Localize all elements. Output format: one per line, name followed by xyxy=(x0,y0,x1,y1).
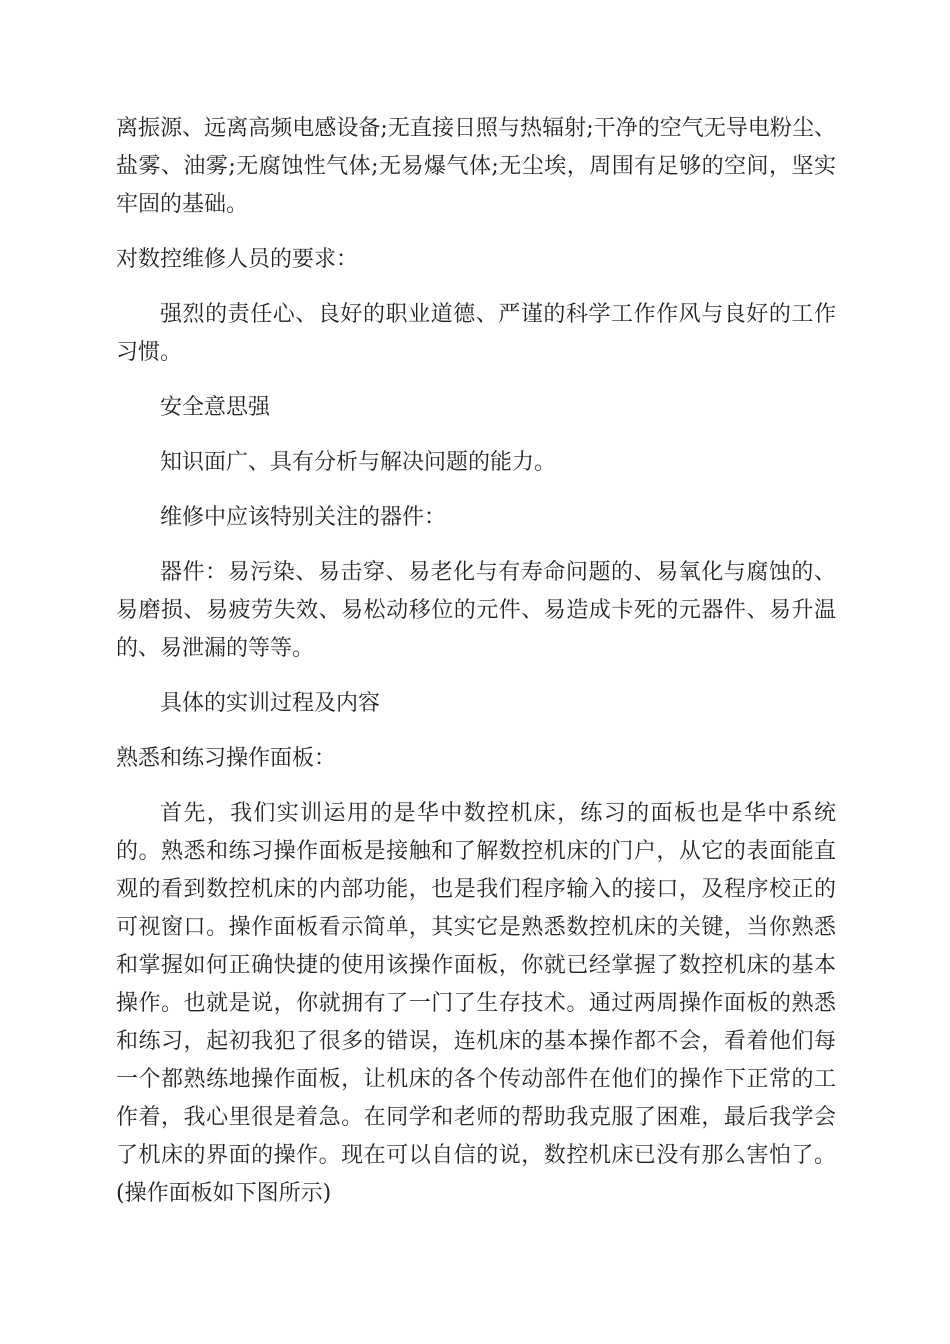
paragraph-heading-components: 维修中应该特别关注的器件： xyxy=(160,505,447,530)
paragraph-heading-training-process: 具体的实训过程及内容 xyxy=(160,691,381,716)
paragraph-responsibility: 强烈的责任心、良好的职业道德、严谨的科学工作作风与良好的工作习惯。 xyxy=(116,302,836,365)
document-page xyxy=(116,110,836,1230)
paragraph-heading-operation-panel: 熟悉和练习操作面板： xyxy=(116,746,337,771)
paragraph-environment-requirements: 离振源、远离高频电感设备;无直接日照与热辐射;干净的空气无导电粉尘、盐雾、油雾;无腐蚀性气体;无易爆气体;无尘埃，周围有足够的空间，坚实牢固的基础。 xyxy=(116,116,836,217)
paragraph-heading-personnel-requirements: 对数控维修人员的要求： xyxy=(116,247,359,272)
paragraph-operation-panel-body: 首先，我们实训运用的是华中数控机床，练习的面板也是华中系统的。熟悉和练习操作面板是接触和了解数控机床的门户，从它的表面能直观的看到数控机床的内部功能，也是我们程序输入的接口，及程序校正的可视窗口。操作面板看示简单，其实它是熟悉数控机床的关键，当你熟悉和掌握如何正确快捷的使用该操作面板，你就已经掌握了数控机床的基本操作。也就是说，你就拥有了一门了生存技术。通过两周操作面板的熟悉和练习，起初我犯了很多的错误，连机床的基本操作都不会，看着他们每一个都熟练地操作面板，让机床的各个传动部件在他们的操作下正常的工作着，我心里很是着急。在同学和老师的帮助我克服了困难，最后我学会了机床的界面的操作。现在可以自信的说，数控机床已没有那么害怕了。(操作面板如下图所示) xyxy=(116,801,836,1206)
paragraph-components-list: 器件：易污染、易击穿、易老化与有寿命问题的、易氧化与腐蚀的、易磨损、易疲劳失效、易松动移位的元件、易造成卡死的元器件、易升温的、易泄漏的等等。 xyxy=(116,560,836,661)
paragraph-safety-awareness: 安全意思强 xyxy=(160,395,271,420)
paragraph-knowledge: 知识面广、具有分析与解决问题的能力。 xyxy=(160,450,557,475)
